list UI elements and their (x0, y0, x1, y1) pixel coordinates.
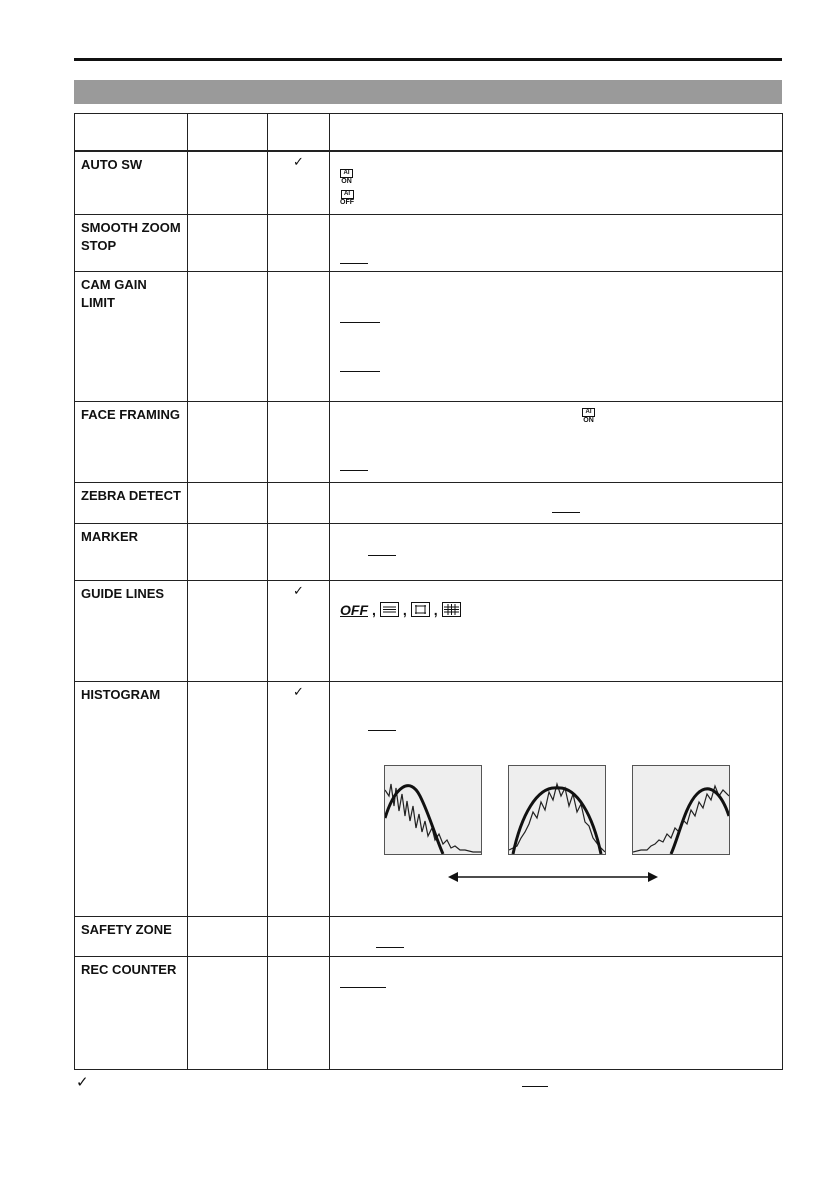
description-cell (330, 956, 783, 1069)
item-name: HISTOGRAM (75, 681, 188, 916)
setting-cell (188, 401, 268, 482)
setting-cell (188, 916, 268, 956)
header-setting (188, 114, 268, 152)
table-row (75, 214, 783, 271)
footnote-check-mark: ✓ (76, 1074, 89, 1091)
option-off: OFF (340, 601, 368, 618)
table-row (75, 523, 783, 580)
item-name: FACE FRAMING (75, 401, 188, 482)
check-cell (268, 956, 330, 1069)
default-underline (340, 470, 368, 471)
histogram-dark-image (384, 765, 482, 855)
histogram-balanced-image (508, 765, 606, 855)
check-cell (268, 271, 330, 401)
check-cell (268, 523, 330, 580)
description-cell (330, 681, 783, 916)
description-cell (330, 916, 783, 956)
table-row (75, 271, 783, 401)
check-mark: ✓ (268, 151, 330, 214)
setting-cell (188, 271, 268, 401)
item-name: CAM GAIN LIMIT (75, 271, 188, 401)
check-mark: ✓ (268, 580, 330, 681)
header-description (330, 114, 783, 152)
check-cell (268, 482, 330, 523)
description-cell (330, 401, 783, 482)
item-name: REC COUNTER (75, 956, 188, 1069)
table-row (75, 151, 783, 214)
item-name: ZEBRA DETECT (75, 482, 188, 523)
table-row (75, 956, 783, 1069)
header-item (75, 114, 188, 152)
guide-lines-frame-icon (411, 602, 430, 617)
double-arrow-icon (448, 870, 658, 884)
menu-settings-table (74, 113, 783, 1070)
item-name: SMOOTH ZOOM STOP (75, 214, 188, 271)
default-underline (340, 987, 386, 988)
description-cell (330, 580, 783, 681)
table-row (75, 916, 783, 956)
description-cell (330, 151, 783, 214)
default-underline (340, 371, 380, 372)
guide-lines-options (340, 602, 461, 618)
default-underline (376, 947, 404, 948)
separator: , (372, 601, 376, 618)
header-rule (74, 58, 782, 61)
setting-cell (188, 681, 268, 916)
ai-off-icon: AI OFF (340, 191, 354, 206)
setting-cell (188, 956, 268, 1069)
ai-on-icon: $\frac{AI}{ON}$ (341, 170, 352, 185)
item-name: MARKER (75, 523, 188, 580)
item-name: AUTO SW (75, 151, 188, 214)
check-cell (268, 401, 330, 482)
table-header-row (75, 114, 783, 152)
description-cell (330, 482, 783, 523)
default-underline (368, 730, 396, 731)
table-row (75, 681, 783, 916)
guide-lines-horizontal-icon (380, 602, 399, 617)
default-underline (552, 512, 580, 513)
separator: , (433, 601, 438, 618)
table-row (75, 580, 783, 681)
default-underline (340, 263, 368, 264)
default-underline (340, 322, 380, 323)
footnote-underline (522, 1086, 548, 1087)
histogram-bright-image (632, 765, 730, 855)
default-underline (368, 555, 396, 556)
table-row (75, 482, 783, 523)
item-name: SAFETY ZONE (75, 916, 188, 956)
setting-cell (188, 214, 268, 271)
setting-cell (188, 523, 268, 580)
setting-cell (188, 482, 268, 523)
description-cell (330, 523, 783, 580)
ai-on-icon: $\frac{AI}{ON}$ (583, 408, 594, 424)
check-cell (268, 916, 330, 956)
description-cell (330, 271, 783, 401)
section-title-band (74, 80, 782, 104)
check-cell (268, 214, 330, 271)
check-mark: ✓ (268, 681, 330, 916)
separator: , (402, 601, 407, 618)
table-row (75, 401, 783, 482)
description-cell (330, 214, 783, 271)
setting-cell (188, 580, 268, 681)
header-check (268, 114, 330, 152)
setting-cell (188, 151, 268, 214)
item-name: GUIDE LINES (75, 580, 188, 681)
guide-lines-grid-icon (442, 602, 461, 617)
